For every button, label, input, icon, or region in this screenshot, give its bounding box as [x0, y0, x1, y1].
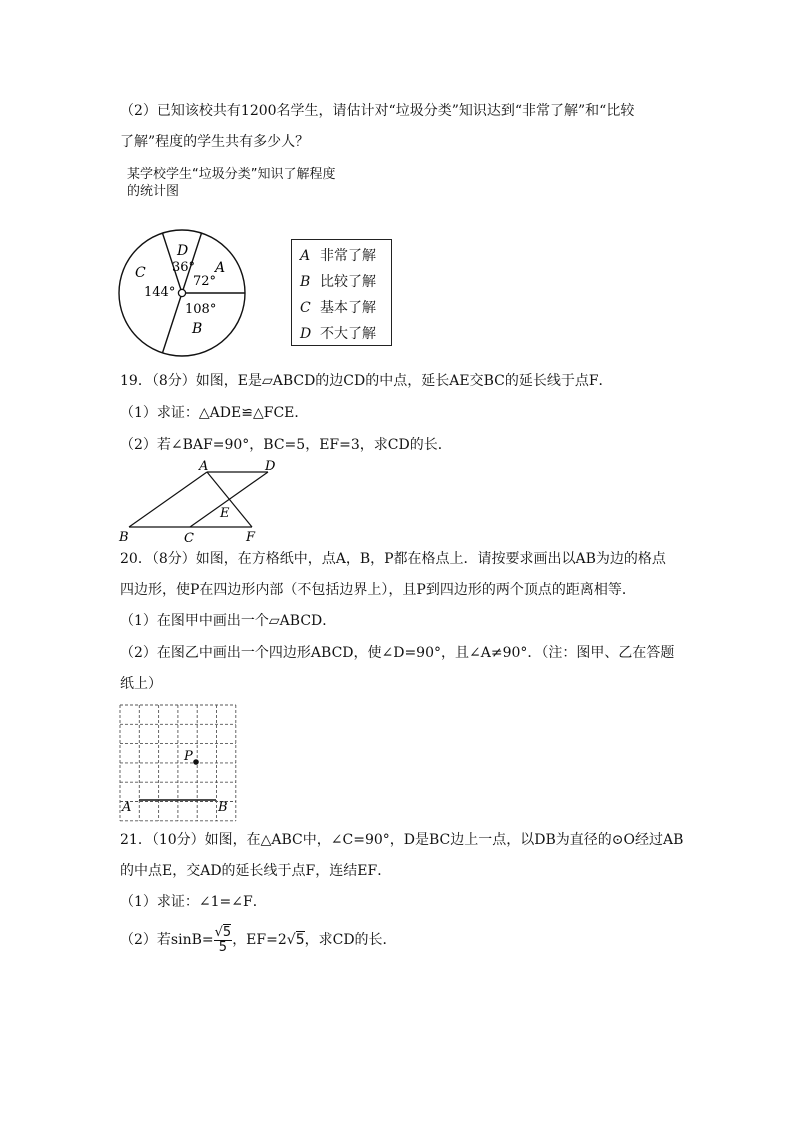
- slice-angle-b: 108°: [185, 302, 217, 317]
- q20-part2-line1: （2）在图乙中画出一个四边形ABCD，使∠D=90°，且∠A≠90°．（注：图甲、乙在答题: [120, 645, 675, 661]
- pie-boundary-4: [163, 293, 183, 353]
- pie-legend: [291, 239, 392, 346]
- ef-sqrt: √5: [286, 932, 305, 948]
- chart-title-line2: 的统计图: [127, 184, 180, 199]
- sinb-radicand: 5: [222, 924, 232, 940]
- grid-figure: [118, 703, 238, 818]
- point-p: [193, 759, 199, 765]
- slice-label-a: A: [215, 260, 226, 276]
- q18-part2-line2: 了解”程度的学生共有多少人？: [120, 134, 310, 150]
- legend-item-d: [300, 325, 376, 343]
- point-a-grid-label: A: [122, 800, 132, 815]
- legend-text-d: 不大了解: [320, 326, 376, 342]
- slice-angle-d: 36°: [172, 260, 196, 275]
- q21-part2-mid: ，EF=2: [232, 932, 287, 948]
- q21-part1: （1）求证：∠1=∠F．: [120, 894, 267, 910]
- pie-chart: [115, 225, 255, 365]
- point-e-label: E: [220, 506, 230, 521]
- legend-item-c: [300, 299, 376, 317]
- q19-stem: 19．（8分）如图，E是▱ABCD的边CD的中点，延长AE交BC的延长线于点F．: [120, 373, 613, 389]
- legend-text-c: 基本了解: [320, 300, 376, 316]
- legend-key-a: A: [300, 248, 311, 264]
- q20-stem-line1: 20．（8分）如图，在方格纸中，点A，B，P都在格点上．请按要求画出以AB为边的格点: [120, 551, 666, 567]
- point-d-label: D: [265, 459, 276, 474]
- q18-part2-line1: （2）已知该校共有1200名学生，请估计对“垃圾分类”知识达到“非常了解”和“比较: [120, 103, 635, 119]
- parallelogram-figure: [115, 455, 285, 545]
- point-a-label: A: [199, 459, 209, 474]
- slice-angle-c: 144°: [144, 285, 176, 300]
- legend-text-b: 比较了解: [320, 274, 376, 290]
- segment-af: [207, 472, 252, 527]
- legend-key-b: B: [300, 274, 311, 290]
- q21-part2-suffix: ，求CD的长．: [304, 932, 397, 948]
- slice-label-c: C: [135, 265, 146, 281]
- legend-item-a: [300, 247, 376, 265]
- q21-part2-prefix: （2）若sinB=: [120, 932, 214, 948]
- segment-ab: [129, 472, 207, 527]
- point-c-label: C: [184, 531, 194, 546]
- point-f-label: F: [246, 530, 256, 545]
- sinb-fraction: $\frac{√5}{5}$: [214, 924, 232, 955]
- point-p-label: P: [184, 749, 193, 764]
- q20-stem-line2: 四边形，使P在四边形内部（不包括边界上），且P到四边形的两个顶点的距离相等．: [120, 582, 636, 598]
- slice-label-d: D: [177, 243, 189, 259]
- q21-stem-line1: 21．（10分）如图，在△ABC中，∠C=90°，D是BC边上一点，以DB为直径的⊙O经过AB: [120, 832, 684, 848]
- legend-key-d: D: [300, 326, 312, 342]
- chart-title-line1: 某学校学生“垃圾分类”知识了解程度: [127, 167, 336, 182]
- slice-label-b: B: [192, 321, 203, 337]
- point-b-grid-label: B: [218, 800, 228, 815]
- q20-part1: （1）在图甲中画出一个▱ABCD．: [120, 613, 337, 629]
- legend-key-c: C: [300, 300, 311, 316]
- q20-part2-line2: 纸上）: [120, 676, 162, 692]
- q19-part2: （2）若∠BAF=90°，BC=5，EF=3，求CD的长．: [120, 437, 452, 453]
- pie-center: [178, 289, 185, 296]
- q21-stem-line2: 的中点E，交AD的延长线于点F，连结EF．: [120, 863, 392, 879]
- sinb-denominator: 5: [218, 939, 228, 955]
- q19-part1: （1）求证：△ADE≌△FCE．: [120, 405, 309, 421]
- slice-angle-a: 72°: [193, 274, 217, 289]
- point-b-label: B: [119, 530, 129, 545]
- q21-part2: [120, 922, 397, 958]
- ef-radicand: 5: [295, 932, 305, 948]
- legend-text-a: 非常了解: [320, 248, 376, 264]
- legend-item-b: [300, 273, 376, 291]
